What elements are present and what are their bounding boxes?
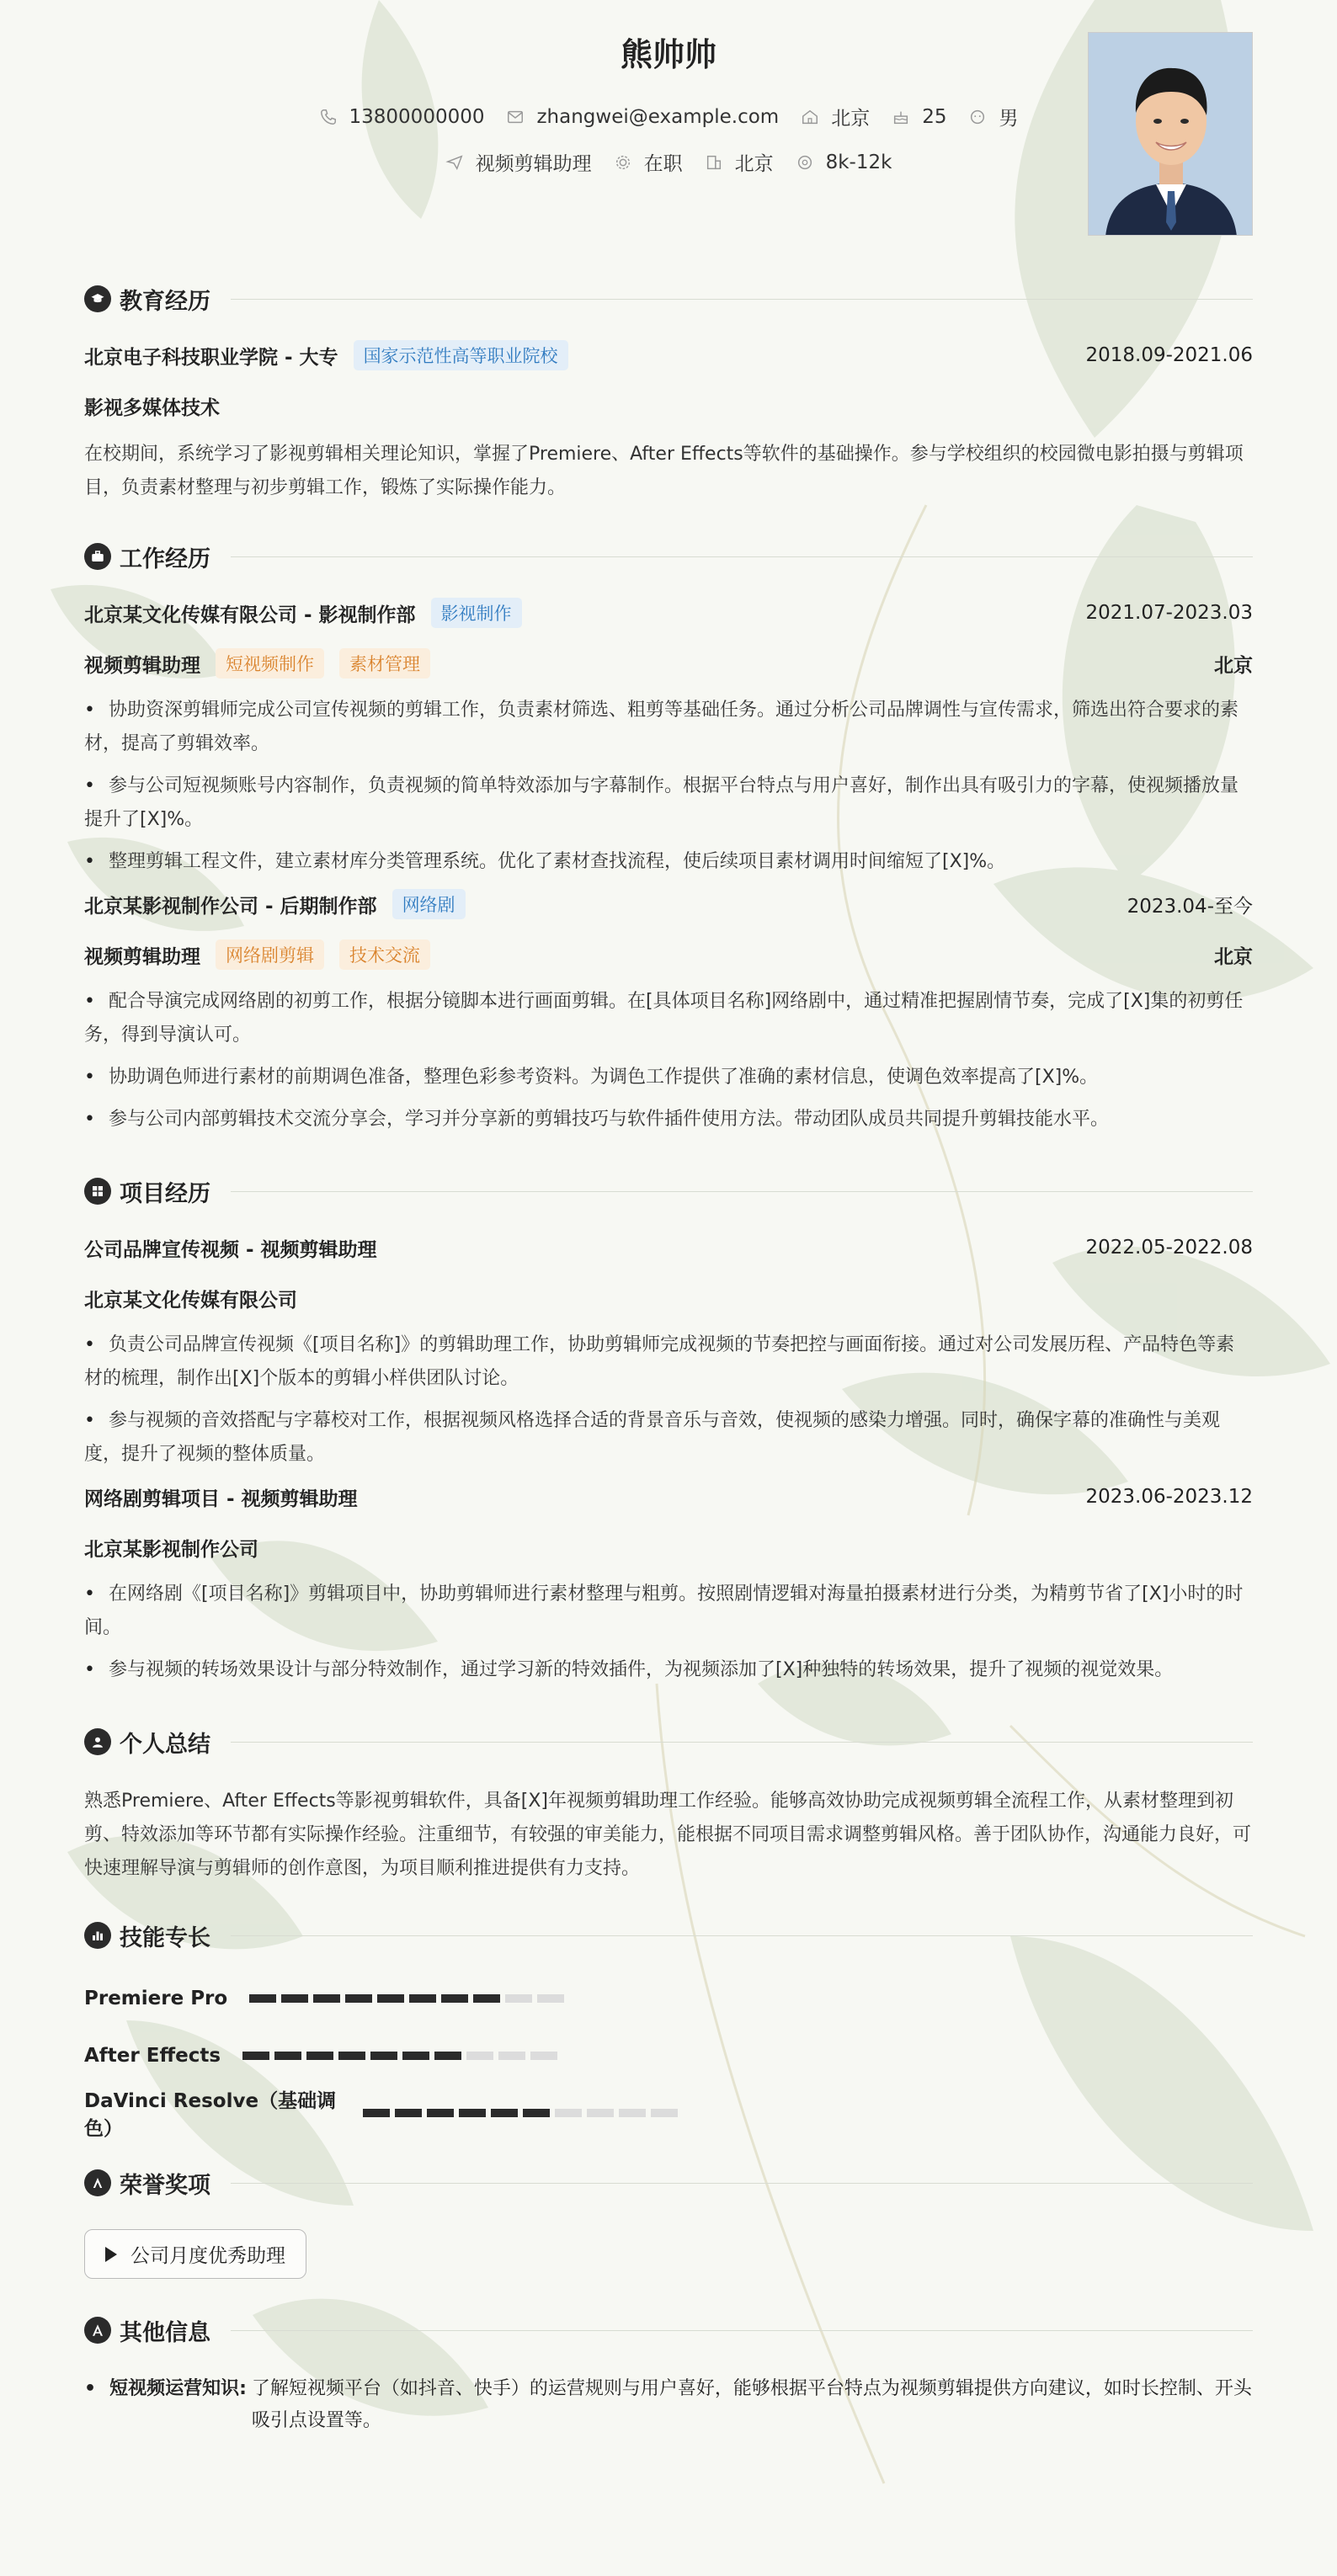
education-row	[84, 338, 1253, 372]
other-section	[84, 2309, 1253, 2437]
age-text: 25	[922, 105, 947, 128]
work-bullet: • 参与公司短视频账号内容制作，负责视频的简单特效添加与字幕制作。根据平台特点与用户喜好，制作出具有吸引力的字幕，使视频播放量提升了[X]%。	[84, 769, 1253, 837]
project-bullet: • 参与视频的音效搭配与字幕校对工作，根据视频风格选择合适的背景音乐与音效，使视频的感染力增强。同时，确保字幕的准确性与美观度，提升了视频的整体质量。	[84, 1404, 1253, 1472]
status-info	[614, 148, 683, 176]
skill-item	[84, 2084, 678, 2142]
skill-level-segment	[306, 2052, 333, 2060]
other-text: 了解短视频平台（如抖音、快手）的运营规则与用户喜好，能够根据平台特点为视频剪辑提供方向建议，如时长控制、开头吸引点设置等。	[251, 2378, 1252, 2431]
skill-level-segment	[498, 2052, 525, 2060]
work-bullet: • 协助调色师进行素材的前期调色准备，整理色彩参考资料。为调色工作提供了准确的素材信息，使调色效率提高了[X]%。	[84, 1061, 1253, 1094]
project-org: 北京某文化传媒有限公司	[84, 1289, 297, 1312]
awards-title: 荣誉奖项	[120, 2172, 210, 2199]
work-bullets	[84, 985, 1253, 1136]
skill-level-segment	[242, 2052, 269, 2060]
work-bullets	[84, 694, 1253, 879]
person-face-icon	[968, 108, 987, 126]
skill-level-segment	[441, 1994, 468, 2003]
skill-level-segment	[466, 2052, 493, 2060]
section-divider	[231, 1191, 1253, 1192]
project-date: 2022.05-2022.08	[1085, 1237, 1253, 1259]
skill-level-segment	[473, 1994, 500, 2003]
project-bullets	[84, 1578, 1253, 1687]
project-name-row	[84, 1231, 1253, 1264]
coin-icon	[796, 153, 814, 172]
skill-level-segment	[587, 2109, 614, 2117]
section-divider	[231, 556, 1253, 557]
salary-info	[796, 148, 892, 176]
skill-level-segment	[395, 2109, 422, 2117]
skill-level-segment	[434, 2052, 461, 2060]
work-date: 2023.04-至今	[1127, 895, 1253, 918]
project-name: 公司品牌宣传视频 - 视频剪辑助理	[84, 1238, 377, 1261]
work-section	[84, 535, 1253, 1136]
age-info	[892, 103, 946, 130]
location-info	[801, 103, 870, 130]
section-divider	[231, 1935, 1253, 1936]
award-text: 公司月度优秀助理	[131, 2245, 285, 2267]
portrait-avatar	[1089, 33, 1253, 236]
role-tag: 网络剧剪辑	[216, 939, 324, 970]
mail-icon	[506, 108, 525, 126]
work-date: 2021.07-2023.03	[1085, 602, 1253, 624]
city-info	[705, 148, 774, 176]
section-divider	[231, 299, 1253, 300]
skill-level-segment	[459, 2109, 486, 2117]
grid-icon	[84, 1178, 111, 1205]
email-address: zhangwei@example.com	[536, 105, 780, 128]
project-section-title	[84, 1170, 1253, 1212]
skill-name: After Effects	[84, 2045, 221, 2067]
profile-photo	[1088, 32, 1253, 236]
summary-text: 熟悉Premiere、After Effects等影视剪辑软件，具备[X]年视频剪辑助理工作经验。能够高效协助完成视频剪辑全流程工作，从素材整理到初剪、特效添加等环节都有实际操作经验。注重细节，有较强的审美能力，能根据不同项目需求调整剪辑风格。善于团队协作，沟通能力良好，可快速理解导演与剪辑师的创作意图，为项目顺利推进提供有力支持。	[84, 1791, 1252, 1879]
building-icon	[705, 153, 723, 172]
phone-icon	[319, 108, 338, 126]
awards-section	[84, 2162, 1253, 2279]
skill-level-segment	[409, 1994, 436, 2003]
other-item	[84, 2373, 1253, 2437]
role-tag: 技术交流	[339, 939, 430, 970]
role-tag: 素材管理	[339, 648, 430, 679]
education-section-title	[84, 278, 1253, 320]
summary-title: 个人总结	[120, 1731, 210, 1758]
award-icon	[84, 2169, 111, 2196]
work-bullet: • 整理剪辑工程文件，建立素材库分类管理系统。优化了素材查找流程，使后续项目素材调用时间缩短了[X]%。	[84, 845, 1253, 879]
info-icon	[84, 2317, 111, 2344]
bar-chart-icon	[84, 1922, 111, 1949]
project-name: 网络剧剪辑项目 - 视频剪辑助理	[84, 1488, 358, 1510]
user-icon	[84, 1728, 111, 1755]
company-name: 北京某文化传媒有限公司 - 影视制作部	[84, 604, 416, 626]
skill-level-segment	[281, 1994, 308, 2003]
skill-item	[84, 2027, 678, 2084]
job-target-info	[445, 148, 592, 176]
city-text: 北京	[734, 153, 774, 175]
phone-number: 13800000000	[349, 105, 485, 128]
work-bullet: • 配合导演完成网络剧的初剪工作，根据分镜脚本进行画面剪辑。在[具体项目名称]网络剧中，通过精准把握剧情节奏，完成了[X]集的初剪任务，得到导演认可。	[84, 985, 1253, 1052]
other-label: • 短视频运营知识:	[84, 2373, 247, 2437]
project-item	[84, 1231, 1253, 1472]
major-name: 影视多媒体技术	[84, 397, 220, 419]
gear-icon	[614, 153, 632, 172]
work-city: 北京	[1214, 654, 1253, 677]
other-section-title	[84, 2309, 1253, 2351]
work-item	[84, 887, 1253, 1136]
skill-level-segment	[377, 1994, 404, 2003]
company-tag: 影视制作	[431, 598, 522, 628]
job-target-text: 视频剪辑助理	[475, 153, 592, 175]
gender-info	[968, 103, 1018, 130]
project-section	[84, 1170, 1253, 1687]
role-name: 视频剪辑助理	[84, 945, 200, 968]
skill-level-segment	[537, 1994, 564, 2003]
skills-section	[84, 1914, 1253, 2142]
skill-level-bar	[363, 2109, 678, 2117]
salary-text: 8k-12k	[825, 151, 892, 173]
skills-list	[84, 1970, 1253, 2142]
award-badge	[84, 2229, 306, 2279]
company-tag: 网络剧	[392, 889, 466, 919]
skill-level-segment	[505, 1994, 532, 2003]
cake-icon	[892, 108, 910, 126]
school-name: 北京电子科技职业学院 - 大专	[84, 346, 338, 369]
skills-title: 技能专长	[120, 1924, 210, 1951]
skill-level-segment	[363, 2109, 390, 2117]
contact-row	[84, 103, 1253, 130]
project-org-row	[84, 1530, 1253, 1564]
skill-level-segment	[651, 2109, 678, 2117]
skill-level-bar	[242, 2052, 557, 2060]
education-title: 教育经历	[120, 288, 210, 315]
work-title: 工作经历	[120, 546, 210, 572]
section-divider	[231, 2183, 1253, 2184]
skill-level-segment	[402, 2052, 429, 2060]
phone-info	[319, 103, 485, 130]
major-row	[84, 389, 1253, 423]
work-company-row	[84, 887, 1253, 921]
skill-level-segment	[619, 2109, 646, 2117]
role-name: 视频剪辑助理	[84, 654, 200, 677]
work-section-title	[84, 535, 1253, 577]
status-text: 在职	[643, 153, 683, 175]
skill-item	[84, 1970, 678, 2027]
skill-level-segment	[345, 1994, 372, 2003]
work-item	[84, 596, 1253, 879]
project-org: 北京某影视制作公司	[84, 1538, 258, 1561]
skill-name: Premiere Pro	[84, 1988, 228, 2009]
other-title: 其他信息	[120, 2319, 210, 2346]
skills-section-title	[84, 1914, 1253, 1956]
graduation-cap-icon	[84, 285, 111, 312]
work-bullet: • 协助资深剪辑师完成公司宣传视频的剪辑工作，负责素材筛选、粗剪等基础任务。通过分析公司品牌调性与宣传需求，筛选出符合要求的素材，提高了剪辑效率。	[84, 694, 1253, 761]
briefcase-icon	[84, 543, 111, 570]
skill-level-segment	[491, 2109, 518, 2117]
project-bullet: • 负责公司品牌宣传视频《[项目名称]》的剪辑助理工作，协助剪辑师完成视频的节奏把控与画面衔接。通过对公司发展历程、产品特色等素材的梳理，制作出[X]个版本的剪辑小样供团队讨论。	[84, 1328, 1253, 1396]
project-date: 2023.06-2023.12	[1085, 1486, 1253, 1508]
work-role-row	[84, 647, 1253, 680]
work-city: 北京	[1214, 945, 1253, 968]
project-org-row	[84, 1281, 1253, 1315]
work-bullet: • 参与公司内部剪辑技术交流分享会，学习并分享新的剪辑技巧与软件插件使用方法。带动团队成员共同提升剪辑技能水平。	[84, 1103, 1253, 1136]
summary-section	[84, 1721, 1253, 1886]
work-role-row	[84, 938, 1253, 971]
home-icon	[801, 108, 819, 126]
skill-level-bar	[249, 1994, 564, 2003]
skill-level-segment	[313, 1994, 340, 2003]
project-bullets	[84, 1328, 1253, 1472]
resume-header	[84, 0, 1253, 253]
project-item	[84, 1480, 1253, 1687]
project-bullet: • 参与视频的转场效果设计与部分特效制作，通过学习新的特效插件，为视频添加了[X]种独特的转场效果，提升了视频的视觉效果。	[84, 1653, 1253, 1687]
project-title: 项目经历	[120, 1180, 210, 1207]
skill-level-segment	[530, 2052, 557, 2060]
skill-level-segment	[274, 2052, 301, 2060]
section-divider	[231, 1742, 1253, 1743]
role-tag: 短视频制作	[216, 648, 324, 679]
skill-level-segment	[338, 2052, 365, 2060]
job-intent-row	[84, 148, 1253, 176]
gender-text: 男	[999, 108, 1019, 130]
skill-level-segment	[427, 2109, 454, 2117]
awards-list	[84, 2229, 1253, 2279]
candidate-name: 熊帅帅	[620, 36, 716, 73]
project-bullet: • 在网络剧《[项目名称]》剪辑项目中，协助剪辑师进行素材整理与粗剪。按照剧情逻辑对海量拍摄素材进行分类，为精剪节省了[X]小时的时间。	[84, 1578, 1253, 1645]
skill-level-segment	[370, 2052, 397, 2060]
education-date: 2018.09-2021.06	[1085, 344, 1253, 366]
skill-level-segment	[249, 1994, 276, 2003]
project-name-row	[84, 1480, 1253, 1514]
section-divider	[231, 2330, 1253, 2331]
education-section	[84, 278, 1253, 505]
skill-level-segment	[555, 2109, 582, 2117]
education-description: 在校期间，系统学习了影视剪辑相关理论知识，掌握了Premiere、After Effects等软件的基础操作。参与学校组织的校园微电影拍摄与剪辑项目，负责素材整理与初步剪辑工作，锻炼了实际操作能力。	[84, 444, 1244, 498]
company-name: 北京某影视制作公司 - 后期制作部	[84, 895, 377, 918]
skill-level-segment	[523, 2109, 550, 2117]
summary-section-title	[84, 1721, 1253, 1763]
play-triangle-icon	[105, 2247, 117, 2262]
work-company-row	[84, 596, 1253, 630]
email-info	[506, 103, 779, 130]
skill-name: DaVinci Resolve（基础调色）	[84, 2090, 337, 2140]
school-tag: 国家示范性高等职业院校	[354, 340, 568, 370]
awards-section-title	[84, 2162, 1253, 2204]
send-icon	[445, 153, 464, 172]
location-text: 北京	[831, 108, 871, 130]
